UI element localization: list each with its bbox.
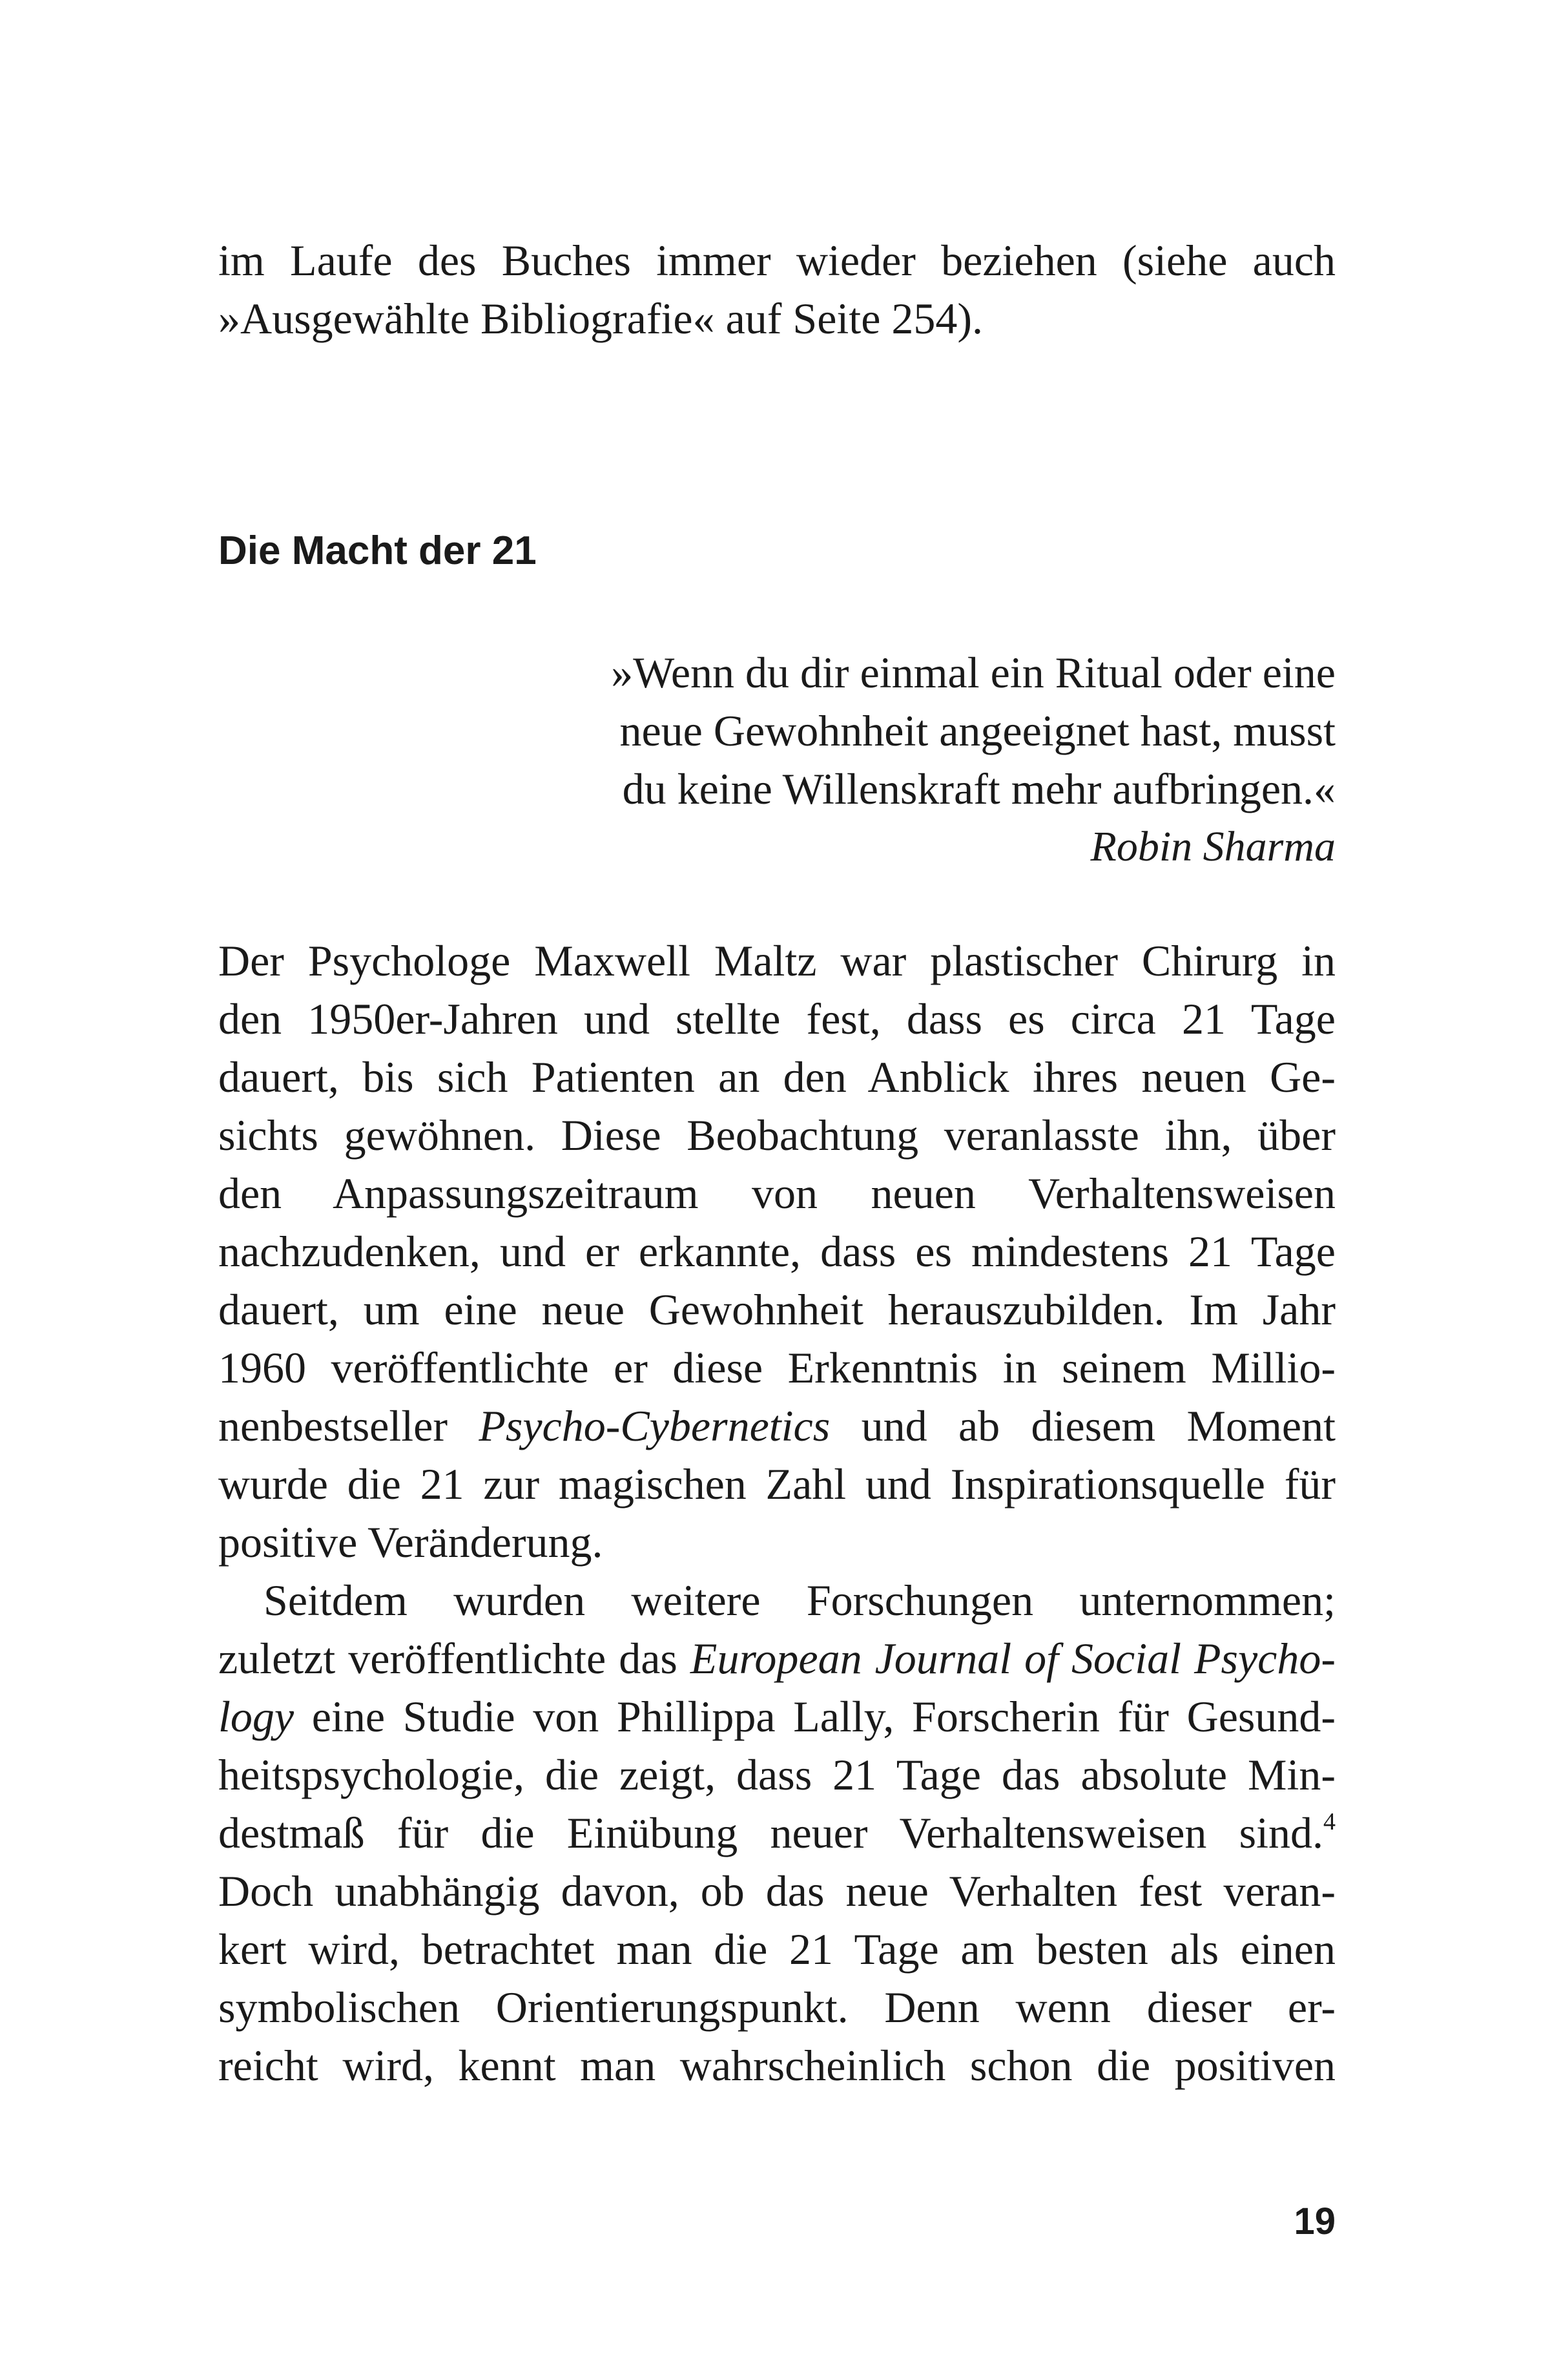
- paragraph1-line-9: [218, 1397, 1336, 1455]
- section-heading: Die Macht der 21: [218, 528, 537, 573]
- paragraph1-line-1: Der Psychologe Maxwell Maltz war plastischer Chirurg in: [218, 936, 1336, 985]
- footnote-marker[interactable]: 4: [1323, 1808, 1336, 1835]
- book-title-psycho-cybernetics: Psycho-Cybernetics: [479, 1401, 831, 1450]
- paragraph2-line-7: kert wird, betrachtet man die 21 Tage am besten als einen: [218, 1925, 1336, 1974]
- paragraph1-line-6: nachzudenken, und er erkannte, dass es mindestens 21 Tage: [218, 1227, 1336, 1276]
- paragraph2-line-5: [218, 1804, 1336, 1862]
- paragraph2-line-5-text: destmaß für die Einübung neuer Verhaltensweisen sind.: [218, 1808, 1323, 1857]
- page-number: 19: [1294, 2200, 1336, 2242]
- paragraph1-line-5: den Anpassungszeitraum von neuen Verhaltensweisen: [218, 1169, 1336, 1218]
- paragraph2-line-3-after: eine Studie von Phillippa Lally, Forscherin für Gesund-: [294, 1692, 1336, 1741]
- paragraph2-line-9: reicht wird, kennt man wahrscheinlich schon die positiven: [218, 2041, 1336, 2090]
- journal-title-part-1: European Journal of Social Psycho-: [690, 1634, 1336, 1683]
- paragraph1-line-3: dauert, bis sich Patienten an den Anblick ihres neuen Ge-: [218, 1052, 1336, 1101]
- paragraph1-line-9-after: und ab diesem Moment: [830, 1401, 1336, 1450]
- paragraph2-line-2-before: zuletzt veröffentlichte das: [218, 1634, 690, 1683]
- paragraph2-line-2: [218, 1629, 1336, 1687]
- paragraph2-line-8: symbolischen Orientierungspunkt. Denn wenn dieser er-: [218, 1983, 1336, 2032]
- paragraph1-line-10: wurde die 21 zur magischen Zahl und Inspirationsquelle für: [218, 1459, 1336, 1508]
- paragraph1-line-4: sichts gewöhnen. Diese Beobachtung veranlasste ihn, über: [218, 1111, 1336, 1160]
- paragraph2-line-4: heitspsychologie, die zeigt, dass 21 Tage das absolute Min-: [218, 1750, 1336, 1799]
- epigraph-line-2: neue Gewohnheit angeeignet hast, musst: [619, 706, 1336, 755]
- paragraph1-line-7: dauert, um eine neue Gewohnheit herauszubilden. Im Jahr: [218, 1285, 1336, 1334]
- paragraph1-line-8: 1960 veröffentlichte er diese Erkenntnis in seinem Millio-: [218, 1343, 1336, 1392]
- paragraph1-line-9-before: nenbestseller: [218, 1401, 479, 1450]
- epigraph-line-3: du keine Willenskraft mehr aufbringen.«: [622, 764, 1336, 813]
- paragraph2-line-3: [218, 1687, 1336, 1746]
- epigraph-author: Robin Sharma: [1090, 823, 1336, 870]
- epigraph-line-1: »Wenn du dir einmal ein Ritual oder eine: [611, 648, 1336, 697]
- paragraph1-line-2: den 1950er-Jahren und stellte fest, dass es circa 21 Tage: [218, 994, 1336, 1043]
- journal-title-part-2: logy: [218, 1692, 294, 1741]
- intro-line-1: im Laufe des Buches immer wieder beziehen (siehe auch: [218, 236, 1336, 285]
- intro-line-2: »Ausgewählte Bibliografie« auf Seite 254).: [218, 294, 984, 343]
- paragraph2-line-1: Seitdem wurden weitere Forschungen unternommen;: [264, 1576, 1336, 1625]
- paragraph2-line-6: Doch unabhängig davon, ob das neue Verhalten fest veran-: [218, 1866, 1336, 1915]
- paragraph1-line-11: positive Veränderung.: [218, 1518, 603, 1567]
